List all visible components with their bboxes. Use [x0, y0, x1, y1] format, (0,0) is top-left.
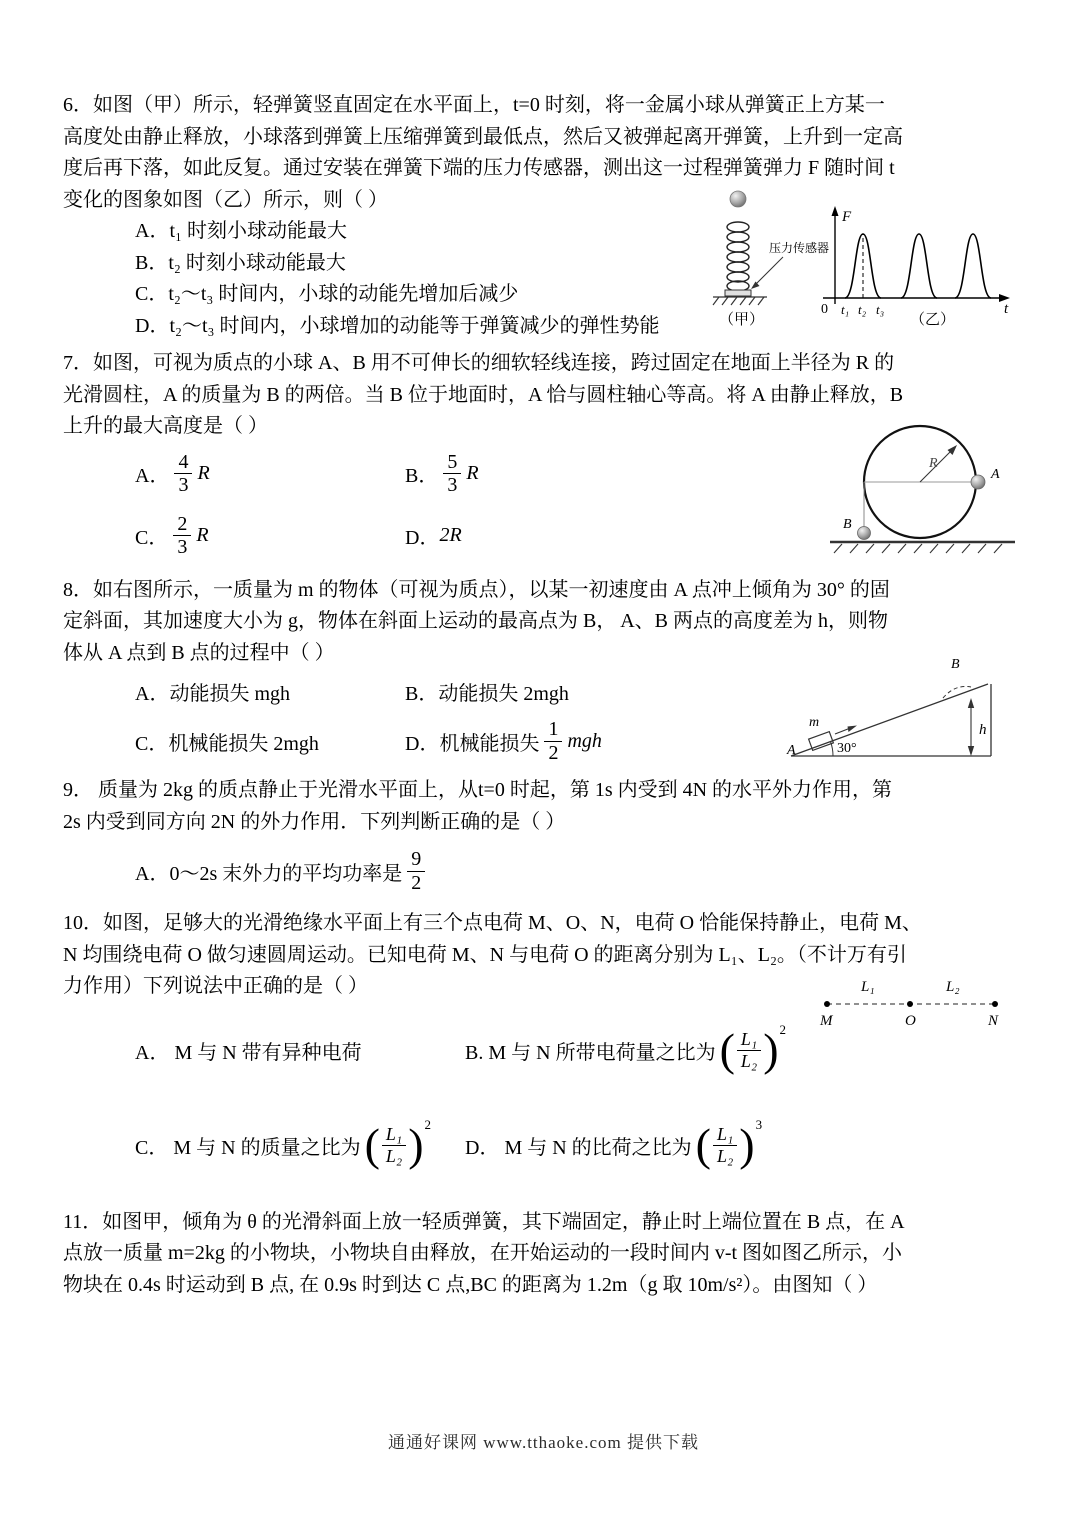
- parenthesized-fraction: [719, 1022, 787, 1076]
- q6-line-3: 度后再下落，如此反复。通过安装在弹簧下端的压力传感器，测出这一过程弹簧弹力 F 随时间 t: [63, 157, 895, 179]
- charge-M-dot: [824, 1001, 830, 1007]
- option-prefix: C． M 与 N 的质量之比为: [135, 1136, 361, 1159]
- q6-line-2: 高度处由静止释放，小球落到弹簧上压缩弹簧到最低点，然后又被弹起离开弹簧，上升到一定高: [63, 125, 903, 148]
- q10-option-c: [135, 1117, 465, 1171]
- exponent: 2: [424, 1117, 432, 1132]
- t1-tick-label: t₁: [841, 302, 850, 317]
- q10-option-d: [465, 1117, 763, 1171]
- fraction-denominator: 3: [447, 474, 458, 496]
- q7-option-c: [135, 513, 405, 559]
- q7-diagram: [828, 412, 1018, 570]
- q6-line-4: 变化的图象如图（乙）所示，则（ ）: [63, 188, 388, 211]
- ball-B-label: B: [843, 517, 852, 532]
- sensor-label: 压力传感器: [769, 241, 830, 255]
- fraction-numerator: 1: [544, 718, 562, 741]
- fraction-denominator: 2: [548, 741, 559, 764]
- y-axis-arrowhead: [832, 206, 839, 216]
- fraction-denominator: L₂: [717, 1145, 734, 1166]
- q10-option-a: A． M 与 N 带有异种电荷: [135, 1041, 362, 1064]
- option-prefix: D． M 与 N 的比荷之比为: [465, 1136, 692, 1159]
- q9-option-a: [63, 838, 1023, 904]
- pressure-sensor-icon: [725, 290, 751, 296]
- right-paren: ): [763, 1024, 779, 1076]
- option-prefix: A．0～2s 末外力的平均功率是: [135, 862, 403, 885]
- parenthesized-fraction: [695, 1117, 763, 1171]
- fraction-numerator: L₁: [737, 1029, 761, 1050]
- fraction-numerator: L₁: [713, 1124, 737, 1145]
- fraction-denominator: 3: [178, 474, 189, 496]
- ball-B-icon: [858, 527, 871, 540]
- q6-diagram: [705, 186, 1015, 341]
- q7-line-3: 上升的最大高度是（ ）: [63, 415, 268, 437]
- exponent: 2: [779, 1022, 787, 1037]
- q9-line-1: 9． 质量为 2kg 的质点静止于光滑水平面上，从t=0 时起，第 1s 内受到 4N 的水平外力作用，第: [63, 779, 893, 801]
- spring-icon: [727, 222, 749, 291]
- variable-R: R: [466, 462, 479, 484]
- q7-option-d: [405, 521, 462, 550]
- fraction-denominator: 2: [411, 871, 422, 894]
- right-paren: ): [408, 1119, 424, 1171]
- t-axis-label: t: [1004, 301, 1009, 317]
- left-paren: (: [695, 1119, 711, 1171]
- q7-line-1: 7．如图，可视为质点的小球 A、B 用不可伸长的细软轻线连接，跨过固定在地面上半径为 R 的: [63, 352, 895, 374]
- option-label: A．: [135, 465, 170, 487]
- ball-A-icon: [971, 475, 985, 489]
- t3-tick-label: t₃: [876, 302, 885, 317]
- velocity-arrowhead: [848, 726, 858, 733]
- q7-option-b: [405, 451, 479, 497]
- option-value: 2R: [439, 524, 462, 546]
- fraction: [173, 513, 191, 559]
- q8-option-b: B．动能损失 2mgh: [405, 682, 569, 705]
- q8-line-1: 8．如右图所示，一质量为 m 的物体（可视为质点），以某一初速度由 A 点冲上倾角为 30° 的固: [63, 578, 890, 601]
- force-time-graph: [821, 206, 1010, 328]
- charge-M-label: M: [820, 1013, 833, 1028]
- f-axis-label: F: [842, 209, 852, 225]
- footer-watermark: 通通好课网 www.tthaoke.com 提供下载: [387, 1433, 700, 1452]
- height-arrowhead-top: [968, 698, 974, 708]
- q9-line-2: 2s 内受到同方向 2N 的外力作用．下列判断正确的是（ ）: [63, 810, 566, 833]
- q6-line-1: 6．如图（甲）所示，轻弹簧竖直固定在水平面上，t=0 时刻，将一金属小球从弹簧正上方某一: [63, 94, 885, 116]
- left-paren: (: [364, 1119, 380, 1171]
- falling-ball-icon: [730, 191, 746, 207]
- q8-option-a: A．动能损失 mgh: [135, 682, 290, 705]
- point-A-label: A: [787, 743, 796, 758]
- option-label: C．: [135, 527, 169, 549]
- ball-A-label: A: [991, 467, 1000, 482]
- right-paren: ): [739, 1119, 755, 1171]
- figure-yi-label: （乙）: [910, 312, 956, 328]
- fraction-denominator: 3: [177, 536, 188, 558]
- q10-option-b: [465, 1022, 787, 1076]
- charge-N-dot: [992, 1001, 998, 1007]
- angle-label: 30°: [837, 741, 857, 756]
- incline-surface: [791, 684, 988, 756]
- force-pulse-2: [901, 234, 937, 298]
- force-pulse-3: [955, 234, 991, 298]
- q8-option-c: C．机械能损失 2mgh: [135, 732, 319, 755]
- q8-line-3: 体从 A 点到 B 点的过程中（ ）: [63, 641, 335, 664]
- distance-L2-label: L₂: [946, 979, 960, 995]
- mass-label: m: [809, 715, 820, 730]
- q10-options-row-2: [135, 1098, 1023, 1193]
- fraction-numerator: L₁: [382, 1124, 406, 1145]
- variable-R: R: [196, 524, 209, 546]
- option-prefix: D．机械能损失: [405, 732, 540, 755]
- charge-N-label: N: [988, 1013, 999, 1028]
- option-label: B．: [405, 465, 439, 487]
- fraction-denominator: L₂: [385, 1145, 403, 1166]
- q11-line-3: 物块在 0.4s 时运动到 B 点, 在 0.9s 时到达 C 点,BC 的距离为 1.2m（g 取 10m/s²）。由图知（ ）: [63, 1273, 878, 1296]
- question-11: [63, 1207, 1023, 1302]
- q10-line-2: N 均围绕电荷 O 做匀速圆周运动。已知电荷 M、N 与电荷 O 的距离分别为 L₁、L₂。（不计万有引: [63, 943, 907, 966]
- q6-option-d: D．t₂～t₃ 时间内，小球增加的动能等于弹簧减少的弹性势能: [135, 314, 660, 337]
- t2-tick-label: t₂: [858, 302, 867, 317]
- height-arrowhead-bottom: [968, 746, 974, 756]
- q8-line-2: 定斜面，其加速度大小为 g，物体在斜面上运动的最高点为 B， A、B 两点的高度差为 h，则物: [63, 610, 889, 632]
- ground-hatching: [830, 542, 1015, 553]
- fraction: [174, 451, 192, 497]
- sensor-leader-line: [753, 257, 783, 287]
- fraction: [544, 718, 562, 764]
- fraction: [443, 451, 461, 497]
- fraction-numerator: 2: [173, 513, 191, 536]
- ground-hatching: [713, 297, 767, 305]
- q11-line-1: 11．如图甲，倾角为 θ 的光滑斜面上放一轻质弹簧，其下端固定，静止时上端位置在 B 点，在 A: [63, 1210, 905, 1233]
- q10-diagram: [813, 976, 1013, 1028]
- fraction: [737, 1029, 761, 1070]
- exponent: 3: [755, 1117, 763, 1132]
- fraction-numerator: 9: [407, 848, 425, 871]
- fraction: [713, 1124, 737, 1165]
- charge-O-dot: [907, 1001, 913, 1007]
- q10-line-1: 10．如图，足够大的光滑绝缘水平面上有三个点电荷 M、O、N，电荷 O 恰能保持静止，电荷 M、: [63, 912, 922, 934]
- q6-option-c: C．t₂～t₃ 时间内，小球的动能先增加后减少: [135, 283, 519, 305]
- charge-O-label: O: [905, 1013, 916, 1028]
- fraction-numerator: 5: [443, 451, 461, 474]
- q6-option-a: A．t₁ 时刻小球动能最大: [135, 220, 347, 242]
- fraction-numerator: 4: [174, 451, 192, 474]
- fraction-denominator: L₂: [740, 1050, 758, 1071]
- option-prefix: B. M 与 N 所带电荷量之比为: [465, 1041, 716, 1064]
- variable-mgh: mgh: [567, 729, 602, 752]
- q8-option-d: [405, 718, 602, 764]
- q8-diagram: [783, 654, 1003, 772]
- question-9: [63, 775, 1023, 904]
- q6-option-b: B．t₂ 时刻小球动能最大: [135, 251, 346, 274]
- variable-R: R: [197, 462, 210, 484]
- height-label: h: [979, 722, 987, 738]
- q7-line-2: 光滑圆柱，A 的质量为 B 的两倍。当 B 位于地面时，A 恰与圆柱轴心等高。将 A 由静止释放，B: [63, 383, 904, 406]
- distance-L1-label: L₁: [861, 979, 875, 995]
- q10-line-3: 力作用）下列说法中正确的是（ ）: [63, 975, 368, 997]
- parenthesized-fraction: [364, 1117, 432, 1171]
- radius-label: R: [929, 456, 938, 471]
- point-B-label: B: [951, 657, 960, 672]
- option-label: D．: [405, 527, 440, 549]
- q7-option-a: [135, 451, 405, 497]
- fraction: [382, 1124, 406, 1165]
- fraction: [407, 848, 425, 894]
- left-paren: (: [719, 1024, 735, 1076]
- question-10: [63, 908, 1023, 1193]
- figure-jia-label: （甲）: [719, 312, 765, 328]
- origin-label: 0: [821, 302, 828, 317]
- q11-line-2: 点放一质量 m=2kg 的小物块，小物块自由释放，在开始运动的一段时间内 v-t 图如图乙所示，小: [63, 1242, 903, 1264]
- leader-arrowhead: [751, 282, 760, 290]
